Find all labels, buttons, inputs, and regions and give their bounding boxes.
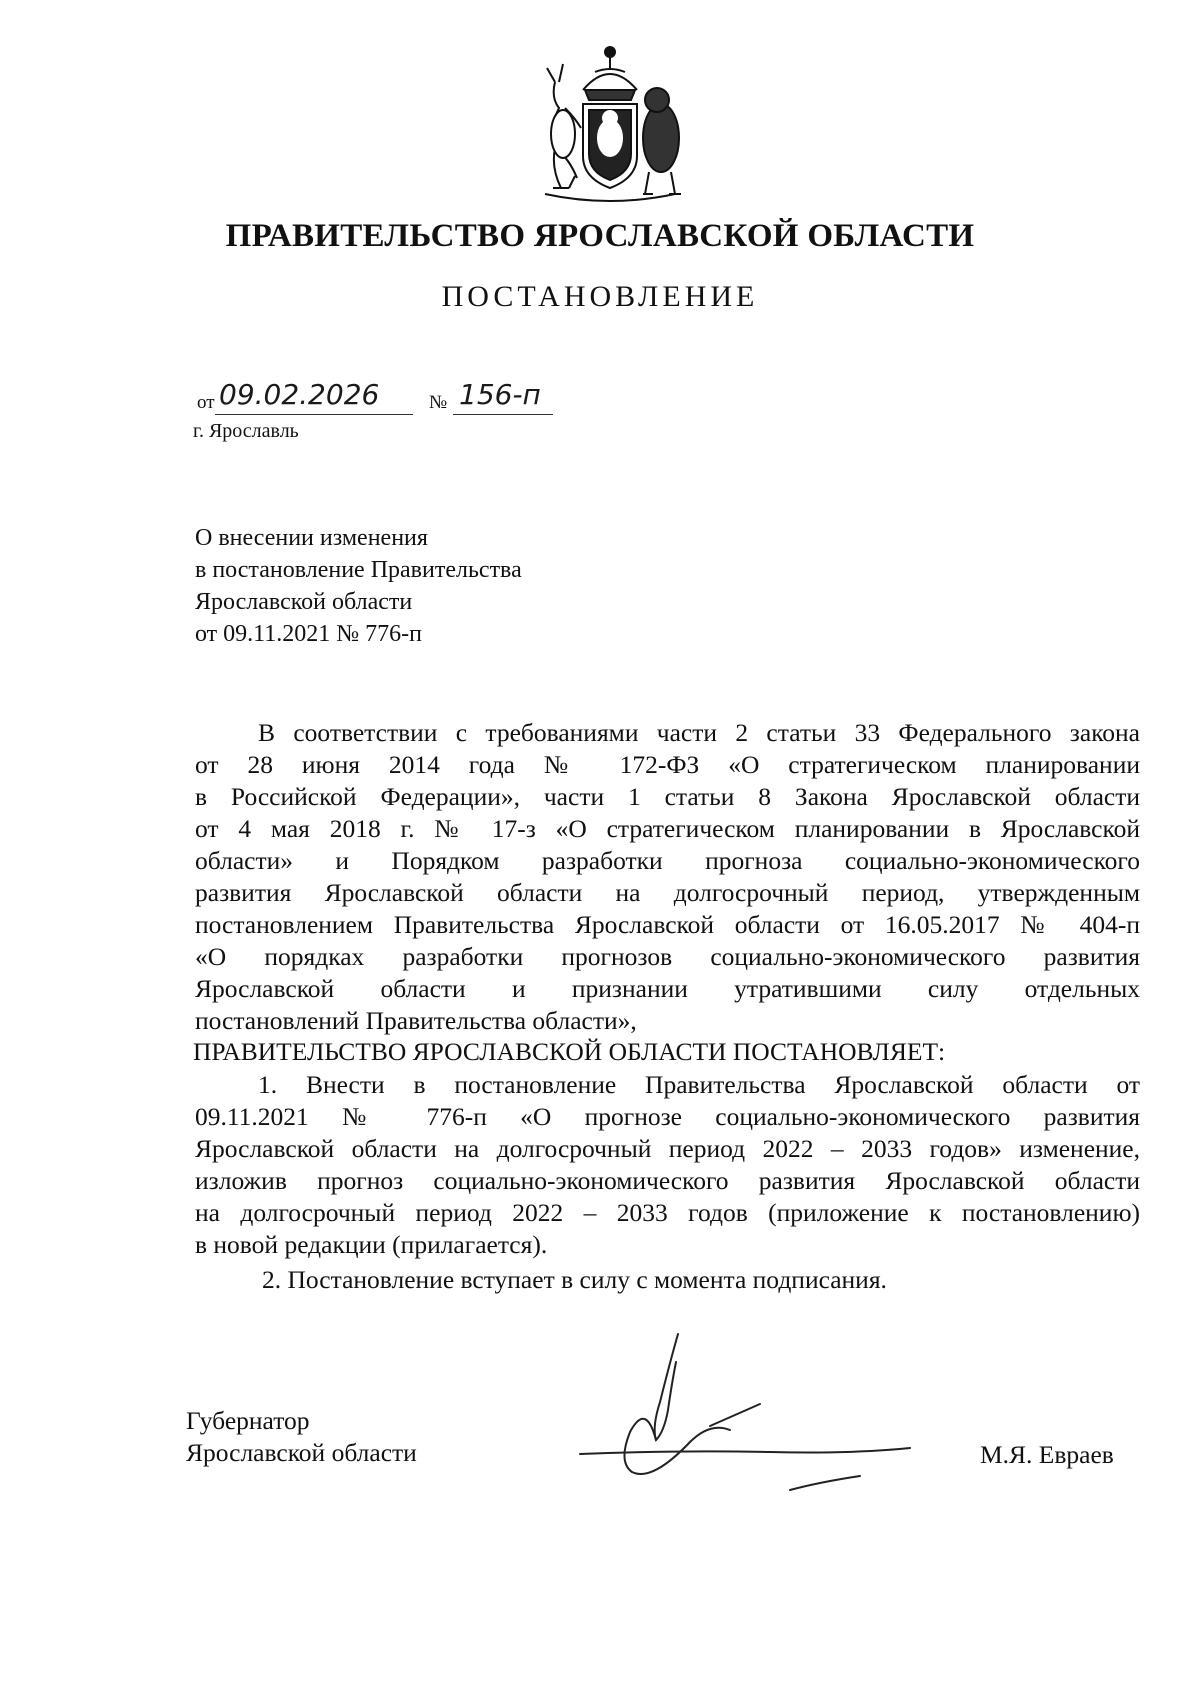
number-underline bbox=[453, 414, 553, 415]
signatory-position: Губернатор bbox=[186, 1406, 310, 1435]
item1-line: изложив прогноз социально-экономического развития Ярославской области bbox=[195, 1166, 1140, 1195]
item1-line: 09.11.2021 № 776-п «О прогнозе социально-экономического развития bbox=[195, 1102, 1140, 1131]
yaroslavl-coat-of-arms-icon bbox=[525, 38, 695, 204]
title-line: от 09.11.2021 № 776-п bbox=[195, 621, 423, 647]
preamble-line: развития Ярославской области на долгосрочный период, утвержденным bbox=[195, 878, 1140, 907]
item2-line: 2. Постановление вступает в силу с момента подписания. bbox=[262, 1265, 887, 1294]
item1-line: 1. Внести в постановление Правительства Ярославской области от bbox=[258, 1070, 1140, 1099]
handwritten-signature bbox=[560, 1322, 920, 1502]
date-number-line bbox=[197, 378, 617, 418]
title-line: в постановление Правительства bbox=[195, 557, 522, 583]
signatory-position-region: Ярославской области bbox=[186, 1438, 417, 1467]
date-underline bbox=[215, 414, 413, 415]
resolves-heading: ПРАВИТЕЛЬСТВО ЯРОСЛАВСКОЙ ОБЛАСТИ ПОСТАНОВЛЯЕТ: bbox=[193, 1037, 946, 1066]
government-title: ПРАВИТЕЛЬСТВО ЯРОСЛАВСКОЙ ОБЛАСТИ bbox=[225, 218, 975, 254]
title-line: О внесении изменения bbox=[195, 525, 428, 551]
number-prefix: № bbox=[429, 392, 448, 413]
title-line: Ярославской области bbox=[195, 589, 413, 615]
preamble-line: в Российской Федерации», части 1 статьи 8 Закона Ярославской области bbox=[195, 782, 1140, 811]
preamble-line: от 4 мая 2018 г. № 17-з «О стратегическом планировании в Ярославской bbox=[195, 814, 1140, 843]
number-value: 156-п bbox=[459, 378, 541, 411]
preamble-line: от 28 июня 2014 года № 172-ФЗ «О стратегическом планировании bbox=[195, 750, 1140, 779]
date-value: 09.02.2026 bbox=[219, 378, 380, 411]
item1-line: на долгосрочный период 2022 – 2033 годов (приложение к постановлению) bbox=[195, 1198, 1140, 1227]
preamble-line: постановлением Правительства Ярославской области от 16.05.2017 № 404-п bbox=[195, 910, 1140, 939]
item1-line: в новой редакции (прилагается). bbox=[195, 1230, 548, 1259]
preamble-line: постановлений Правительства области», bbox=[195, 1006, 637, 1035]
signatory-name: М.Я. Евраев bbox=[980, 1440, 1114, 1469]
document-type: ПОСТАНОВЛЕНИЕ bbox=[441, 280, 759, 313]
preamble-line: «О порядках разработки прогнозов социально-экономического развития bbox=[195, 942, 1140, 971]
item1-line: Ярославской области на долгосрочный период 2022 – 2033 годов» изменение, bbox=[195, 1134, 1140, 1163]
preamble-line: Ярославской области и признании утратившими силу отдельных bbox=[195, 974, 1140, 1003]
preamble-line: В соответствии с требованиями части 2 статьи 33 Федерального закона bbox=[258, 718, 1140, 747]
preamble-line: области» и Порядком разработки прогноза социально-экономического bbox=[195, 846, 1140, 875]
city: г. Ярославль bbox=[193, 420, 299, 442]
date-prefix: от bbox=[197, 392, 215, 413]
